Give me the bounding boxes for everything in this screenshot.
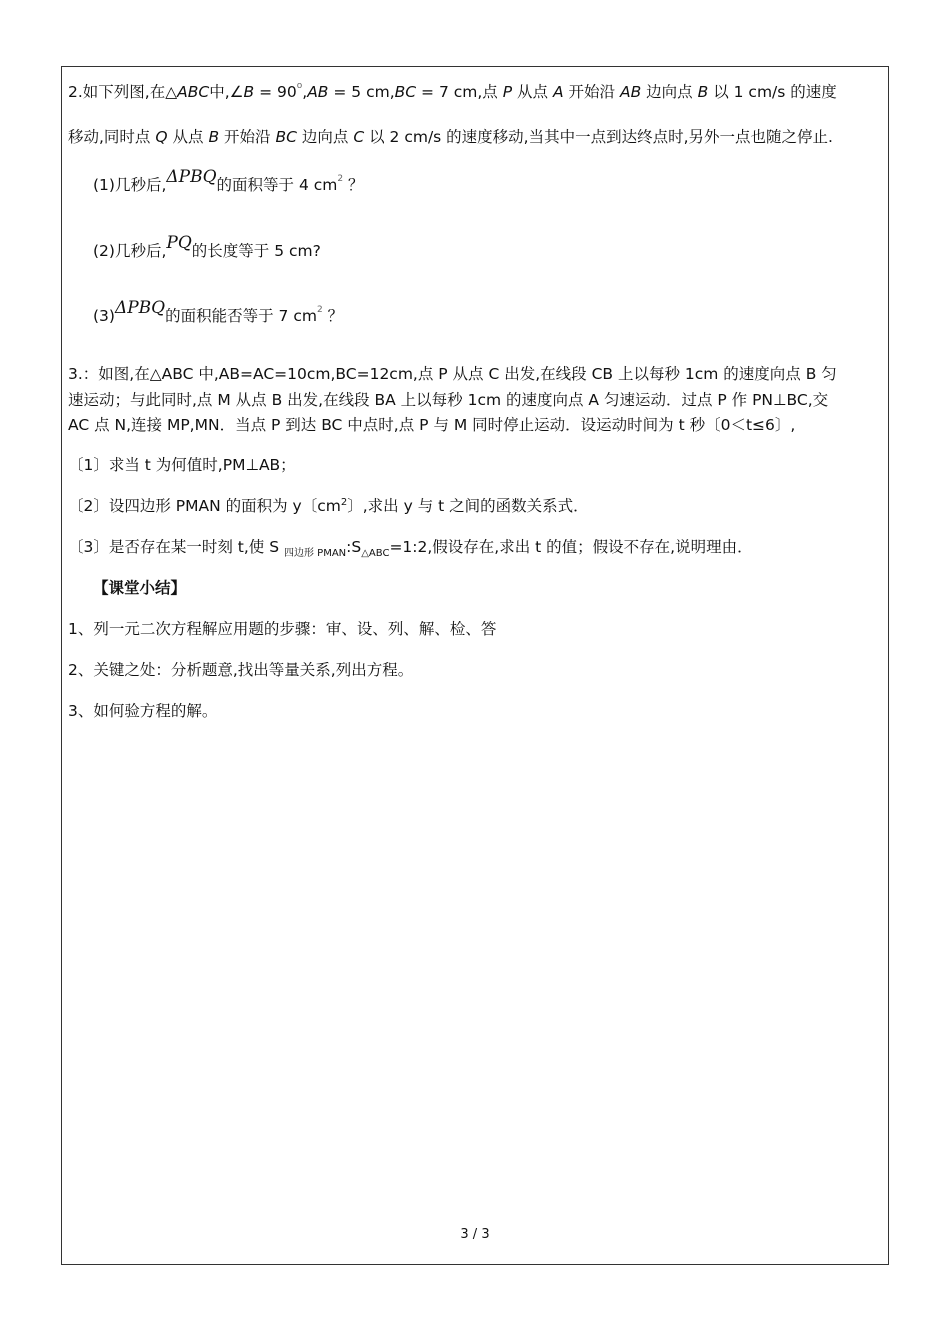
superscript: 2 — [337, 174, 344, 184]
text: (1)几秒后, — [93, 176, 167, 194]
text: AB — [307, 83, 329, 101]
text: 以 2 cm/s 的速度移动,当其中一点到达终点时,另外一点也随之停止. — [369, 128, 833, 146]
text: ？ — [343, 176, 364, 194]
text: 〕,求出 y 与 t 之间的函数关系式． — [347, 497, 589, 515]
q2-line-1 — [68, 82, 837, 105]
text: 2.如下列图,在△ — [68, 83, 178, 101]
math-triangle-pbq: ΔPBQ — [114, 298, 166, 318]
q2-sub-3 — [93, 298, 344, 329]
summary-item-2: 2、关键之处：分析题意,找出等量关系,列出方程。 — [68, 661, 414, 679]
q3-part-3 — [68, 537, 753, 560]
text: 中,∠ — [209, 83, 244, 101]
text: 的面积等于 4 cm — [216, 176, 338, 194]
summary-item-1: 1、列一元二次方程解应用题的步骤：审、设、列、解、检、答 — [68, 620, 497, 638]
q3-part-1: 〔1〕求当 t 为何值时,PM⊥AB； — [68, 456, 296, 474]
text: 从点 — [517, 83, 549, 101]
q3-line-1: 3.：如图,在△ABC 中,AB=AC=10cm,BC=12cm,点 P 从点 C 出发,在线段 CB 上以每秒 1cm 的速度向点 B 匀 — [68, 365, 837, 383]
text: , — [302, 83, 308, 101]
text: 〔3〕是否存在某一时刻 t,使 S — [68, 538, 280, 556]
text: 移动,同时点 — [68, 128, 151, 146]
text: 以 1 cm/s 的速度 — [713, 83, 837, 101]
subscript: △ABC — [361, 548, 390, 559]
text: 从点 — [172, 128, 204, 146]
text: BC — [394, 83, 417, 101]
text: 开始沿 — [568, 83, 616, 101]
text: P — [502, 83, 513, 101]
text: 的面积能否等于 7 cm — [165, 307, 317, 325]
q2-line-2 — [68, 127, 833, 147]
text: (3) — [93, 307, 115, 325]
math-triangle-pbq: ΔPBQ — [166, 167, 217, 187]
text: B — [243, 83, 255, 101]
summary-title: 【课堂小结】 — [93, 579, 187, 597]
q2-sub-1 — [93, 167, 364, 198]
math-pq: PQ — [166, 233, 192, 253]
text: = 7 cm,点 — [416, 83, 498, 101]
page-number: 3 / 3 — [460, 1227, 490, 1242]
text: BC — [275, 128, 297, 146]
superscript: 2 — [340, 497, 348, 508]
q3-line-2: 速运动；与此同时,点 M 从点 B 出发,在线段 BA 上以每秒 1cm 的速度向点 A 匀速运动．过点 P 作 PN⊥BC,交 — [68, 391, 829, 409]
text: 〔2〕设四边形 PMAN 的面积为 y〔cm — [68, 497, 341, 515]
text: 边向点 — [646, 83, 693, 101]
text: 开始沿 — [224, 128, 271, 146]
text: = 5 cm, — [328, 83, 395, 101]
text: 边向点 — [301, 128, 349, 146]
text: = 90 — [254, 83, 297, 101]
text: B — [208, 128, 220, 146]
text: ？ — [322, 307, 344, 325]
q3-part-2 — [68, 496, 589, 519]
text: AB — [619, 83, 642, 101]
superscript: 2 — [316, 305, 323, 315]
degree-mark: o — [296, 81, 303, 91]
text: B — [697, 83, 709, 101]
subscript: 四边形 PMAN — [284, 548, 347, 559]
q3-line-3: AC 点 N,连接 MP,MN．当点 P 到达 BC 中点时,点 P 与 M 同时停止运动．设运动时间为 t 秒〔0＜t≤6〕, — [68, 416, 796, 434]
text: ABC — [177, 83, 210, 101]
q2-sub-2 — [93, 233, 321, 261]
summary-item-3: 3、如何验方程的解。 — [68, 702, 218, 720]
text: C — [353, 128, 365, 146]
text: Q — [155, 128, 168, 146]
text: 的长度等于 5 cm? — [191, 242, 321, 260]
text: (2)几秒后, — [93, 242, 167, 260]
text: :S — [346, 538, 362, 556]
text: A — [552, 83, 564, 101]
text: =1:2,假设存在,求出 t 的值；假设不存在,说明理由． — [389, 538, 753, 556]
